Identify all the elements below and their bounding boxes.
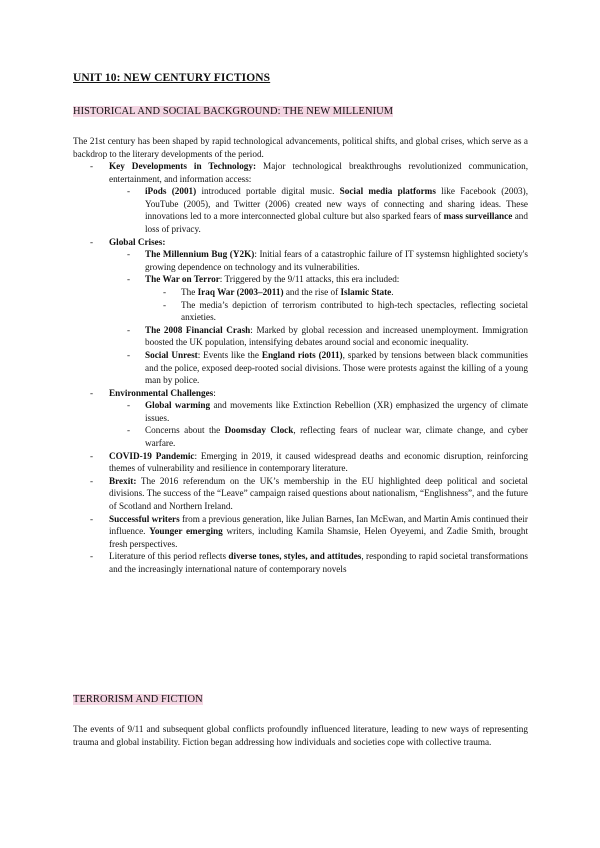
list-item-environment xyxy=(73,387,528,400)
item-text: from a previous generation, like Julian Barnes, Ian McEwan, and Martin Amis continued their influence. xyxy=(109,513,528,537)
bold-label: Brexit: xyxy=(109,475,137,486)
section-heading-text: TERRORISM AND FICTION xyxy=(73,694,203,705)
list-item-technology xyxy=(73,160,528,185)
bullet-dash: - xyxy=(127,186,131,197)
list-item-global-warming xyxy=(73,399,528,424)
item-text: Concerns about the xyxy=(145,425,225,436)
bold-label: Social media platforms xyxy=(339,186,436,197)
item-text: , responding to rapid societal transformations and the increasingly international nature of contemporary novels xyxy=(109,551,528,574)
bold-label: iPods (2001) xyxy=(145,186,197,197)
list-item-war-on-terror xyxy=(73,273,528,286)
bold-label: Global Crises: xyxy=(109,236,166,247)
bullet-dash: - xyxy=(163,299,167,310)
background-list xyxy=(73,160,528,576)
bullet-dash: - xyxy=(90,513,94,524)
list-item-brexit xyxy=(73,475,528,513)
list-item-covid xyxy=(73,450,528,475)
section-heading-text: HISTORICAL AND SOCIAL BACKGROUND: THE NEW MILLENIUM xyxy=(73,106,394,117)
list-item-crises xyxy=(73,236,528,249)
bold-label: The 2008 Financial Crash xyxy=(145,324,251,335)
bold-label: mass surveillance xyxy=(443,211,513,222)
bold-label: Global warming xyxy=(145,400,211,411)
item-text: : Events like the xyxy=(197,349,262,360)
section-heading-background xyxy=(73,106,393,117)
bold-label: The War on Terror xyxy=(145,274,220,285)
bullet-dash: - xyxy=(127,400,131,411)
bold-label: Environmental Challenges xyxy=(109,387,214,398)
bullet-dash: - xyxy=(90,475,94,486)
bold-label: Doomsday Clock xyxy=(224,425,294,436)
bold-label: England riots (2011) xyxy=(261,349,343,360)
list-item-media xyxy=(73,299,528,324)
item-text: The 2016 referendum on the UK’s membership in the EU highlighted deep political and societal divisions. The success of the “Leave” campaign raised questions about nationalism, “Englishness”, and the future of Scotland and Northern Ireland. xyxy=(109,475,528,512)
item-text: . xyxy=(391,286,394,297)
bold-label: The Millennium Bug (Y2K) xyxy=(145,249,255,260)
list-item-doomsday xyxy=(73,424,528,449)
bullet-dash: - xyxy=(90,161,94,171)
bold-label: Social Unrest xyxy=(145,349,198,360)
bullet-dash: - xyxy=(90,236,94,247)
bullet-dash: - xyxy=(127,274,131,285)
item-text: and movements like Extinction Rebellion (XR) emphasized the urgency of climate issues. xyxy=(145,400,528,423)
bullet-dash: - xyxy=(127,249,131,260)
bold-label: Islamic State xyxy=(340,286,392,297)
terrorism-paragraph: The events of 9/11 and subsequent global conflicts profoundly influenced literature, leading to new ways of representing trauma and global instability. Fiction began addressing how individuals and societies cope with collective trauma. xyxy=(73,724,528,747)
list-item-ipods xyxy=(73,185,528,235)
item-text: writers, including Kamila Shamsie, Helen Oyeyemi, and Zadie Smith, brought fresh perspectives. xyxy=(109,526,528,549)
list-item-financial-crash xyxy=(73,324,528,349)
bold-label: diverse tones, styles, and attitudes xyxy=(228,551,362,562)
list-item-writers xyxy=(73,513,528,551)
bullet-dash: - xyxy=(90,387,94,398)
item-text: like Facebook (2003), YouTube (2005), and Twitter (2006) created new ways of connecting and sharing ideas. These innovations led to a more interconnected global culture but also sparked fears of xyxy=(145,186,529,222)
bullet-dash: - xyxy=(163,286,167,297)
bold-label: Iraq War (2003–2011) xyxy=(197,286,284,297)
bullet-dash: - xyxy=(90,551,94,562)
item-text: : Emerging in 2019, it caused widespread deaths and economic disruption, reinforcing themes of vulnerability and resilience in contemporary literature. xyxy=(109,450,528,474)
list-item-social-unrest xyxy=(73,349,528,387)
bullet-dash: - xyxy=(127,324,131,335)
item-text: Major technological breakthroughs revolutionized communication, entertainment, and information access: xyxy=(109,161,528,184)
bullet-dash: - xyxy=(127,425,131,436)
bold-label: Key Developments in Technology: xyxy=(109,161,257,171)
section-heading-background xyxy=(73,694,203,705)
bullet-dash: - xyxy=(127,349,131,360)
item-text: , sparked by tensions between black communities and the police, exposed deep-rooted social divisions. Those were protests against the killing of a young man by police. xyxy=(145,349,529,386)
item-text: , reflecting fears of nuclear war, climate change, and cyber warfare. xyxy=(145,425,528,449)
list-item-literature xyxy=(73,550,528,575)
bullet-dash: - xyxy=(90,450,94,461)
item-text: Literature of this period reflects xyxy=(109,551,229,562)
item-text: : Initial fears of a catastrophic failure of IT systemsn highlighted society's growing dependence on technology and its vulnerabilities. xyxy=(145,249,528,272)
item-text: The media’s depiction of terrorism contributed to high-tech spectacles, reflecting societal anxieties. xyxy=(181,299,528,323)
item-text: introduced portable digital music. xyxy=(196,186,340,197)
bold-label: Younger emerging xyxy=(149,526,223,537)
intro-paragraph: The 21st century has been shaped by rapid technological advancements, political shifts, and global crises, which serve as a backdrop to the literary developments of the period. xyxy=(73,136,528,159)
item-text: : xyxy=(213,387,216,398)
item-text: and the rise of xyxy=(283,286,341,297)
bold-label: COVID-19 Pandemic xyxy=(109,450,195,461)
bold-label: Successful writers xyxy=(109,513,180,524)
item-text: The xyxy=(181,286,198,297)
list-item-y2k xyxy=(73,248,528,273)
item-text: and loss of privacy. xyxy=(145,211,528,234)
item-text: : Marked by global recession and increased unemployment. Immigration boosted the UK population, intensifying debates around social and economic inequality. xyxy=(145,324,528,348)
item-text: : Triggered by the 9/11 attacks, this era included: xyxy=(219,274,400,285)
page-title: UNIT 10: NEW CENTURY FICTIONS xyxy=(73,72,271,84)
list-item-iraq xyxy=(73,286,528,299)
